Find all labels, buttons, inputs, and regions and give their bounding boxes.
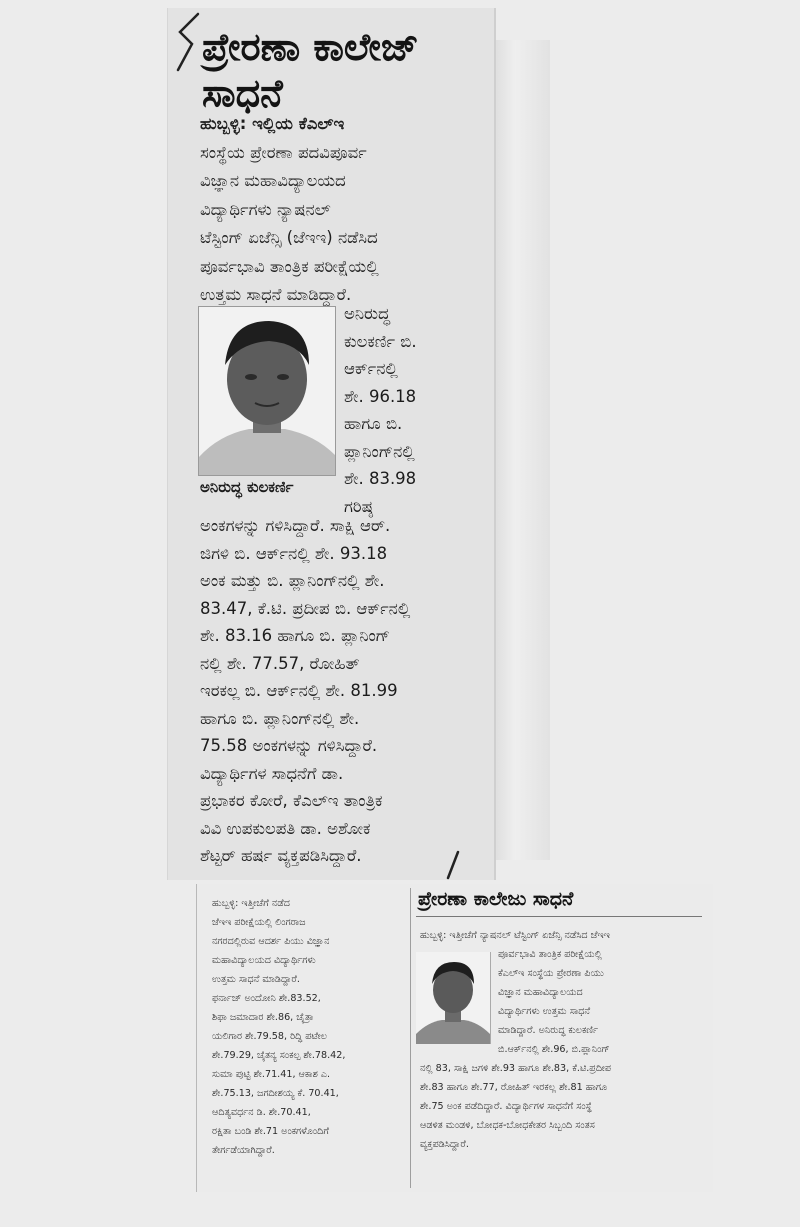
story-line: ನಲ್ಲಿ ಶೇ. 77.57, ರೋಹಿತ್	[200, 653, 360, 673]
story-line: ಕುಲಕರ್ಣಿ ಬಿ.	[344, 331, 417, 351]
headline-bottom: ಪ್ರೇರಣಾ ಕಾಲೇಜು ಸಾಧನೆ	[418, 888, 574, 910]
column-divider	[410, 888, 411, 1188]
story-line: ಹುಬ್ಬಳ್ಳಿ: ಇತ್ತೀಚೆಗೆ ನಡೆದ	[212, 898, 290, 909]
story-line: ಶೆಟ್ಟರ್ ಹರ್ಷ ವ್ಯಕ್ತಪಡಿಸಿದ್ದಾರೆ.	[200, 846, 362, 865]
headline-line: ಪ್ರೇರಣಾ ಕಾಲೇಜ್	[202, 25, 419, 69]
pen-mark-icon	[440, 848, 464, 884]
story-line: ವಿದ್ಯಾರ್ಥಿಗಳು ಉತ್ತಮ ಸಾಧನೆ	[498, 1006, 591, 1017]
story-intro	[200, 110, 460, 310]
story-left-column	[212, 894, 408, 1160]
story-line: ಮಹಾವಿದ್ಯಾಲಯದ ವಿದ್ಯಾರ್ಥಿಗಳು	[212, 955, 316, 966]
story-line: 83.47, ಕೆ.ಟಿ. ಪ್ರದೀಪ ಬಿ. ಆರ್ಕ್‌ನಲ್ಲಿ	[200, 598, 411, 618]
story-line: ಹಾಗೂ ಬಿ.	[344, 414, 403, 433]
story-line: ವಿವಿ ಉಪಕುಲಪತಿ ಡಾ. ಅಶೋಕ	[200, 818, 371, 838]
story-line: ಯಲಿಗಾರ ಶೇ.79.58, ರಿದ್ಧಿ ಪಟೇಲ	[212, 1031, 327, 1042]
story-beside-photo	[344, 300, 474, 520]
story-line: ಹುಬ್ಬಳ್ಳಿ: ಇತ್ತೀಚೆಗೆ ನ್ಯಾಷನಲ್ ಟೆಸ್ಟಿಂಗ್ ಏಜೆನ್ಸಿ ನಡೆಸಿದ ಜೆಇಇ	[420, 930, 610, 941]
story-line: ಹಾಗೂ ಬಿ. ಪ್ಲಾನಿಂಗ್‌ನಲ್ಲಿ ಶೇ.	[200, 708, 360, 728]
story-line: ವ್ಯಕ್ತಪಡಿಸಿದ್ದಾರೆ.	[420, 1139, 469, 1150]
story-line: ಪೂರ್ವಭಾವಿ ತಾಂತ್ರಿಕ ಪರೀಕ್ಷೆಯಲ್ಲಿ	[200, 256, 379, 276]
story-line: ವಿಜ್ಞಾನ ಮಹಾವಿದ್ಯಾಲಯದ	[200, 171, 346, 190]
story-line: ವಿಜ್ಞಾನ ಮಹಾವಿದ್ಯಾಲಯದ	[498, 987, 583, 998]
story-line: ಸಂಸ್ಥೆಯ ಪ್ರೇರಣಾ ಪದವಿಪೂರ್ವ	[200, 142, 367, 162]
story-line: ಅನಿರುದ್ಧ	[344, 304, 391, 323]
story-line: ಪೂರ್ವಭಾವಿ ತಾಂತ್ರಿಕ ಪರೀಕ್ಷೆಯಲ್ಲಿ	[498, 949, 602, 960]
story-lead	[420, 926, 708, 945]
story-line: ಬಿ.ಆರ್ಕ್‌ನಲ್ಲಿ ಶೇ.96, ಬಿ.ಪ್ಲಾನಿಂಗ್	[498, 1044, 610, 1055]
story-line: ಹುಬ್ಬಳ್ಳಿ: ಇಲ್ಲಿಯ ಕೆಎಲ್‌ಇ	[200, 114, 345, 133]
story-line: ಕೆಎಲ್‌ಇ ಸಂಸ್ಥೆಯ ಪ್ರೇರಣಾ ಪಿಯು	[498, 968, 604, 979]
story-line: ತೇರ್ಗಡೆಯಾಗಿದ್ದಾರೆ.	[212, 1145, 275, 1156]
story-line: ವಿದ್ಯಾರ್ಥಿಗಳು ನ್ಯಾಷನಲ್	[200, 199, 331, 219]
story-line: ಮಾಡಿದ್ದಾರೆ. ಅನಿರುದ್ಧ ಕುಲಕರ್ಣಿ	[498, 1025, 599, 1036]
story-line: ಶೇ. 83.98	[344, 469, 417, 488]
story-line: ಜಿಗಳಿ ಬಿ. ಆರ್ಕ್‌ನಲ್ಲಿ ಶೇ. 93.18	[200, 543, 388, 563]
story-line: ಶಿಫಾ ಜಮಾದಾರ ಶೇ.86, ಚೈತ್ರಾ	[212, 1012, 314, 1023]
story-line: ಆಡಳಿತ ಮಂಡಳಿ, ಬೋಧಕ-ಬೋಧಕೇತರ ಸಿಬ್ಬಂದಿ ಸಂತಸ	[420, 1120, 595, 1131]
story-beside-photo	[498, 945, 708, 1040]
headline-line: ಸಾಧನೆ	[202, 71, 283, 115]
story-line: ಉತ್ತಮ ಸಾಧನೆ ಮಾಡಿದ್ದಾರೆ.	[212, 974, 300, 985]
story-line: ಗರಿಷ್ಠ	[344, 496, 373, 516]
story-line: ಜೆಇಇ ಪರೀಕ್ಷೆಯಲ್ಲಿ ಲಿಂಗರಾಜ	[212, 917, 306, 928]
story-line: ಪ್ಲಾನಿಂಗ್‌ನಲ್ಲಿ	[344, 441, 415, 461]
story-line: ಆರ್ಕ್‌ನಲ್ಲಿ	[344, 359, 398, 378]
story-continuation	[420, 1040, 708, 1154]
story-line: ಆದಿತ್ಯವರ್ಧನ ಡಿ. ಶೇ.70.41,	[212, 1107, 311, 1118]
story-line: ಶೇ.75.13, ಜಗದೀಶಯ್ಯ ಕೆ. 70.41,	[212, 1088, 339, 1099]
story-line: ಉತ್ತಮ ಸಾಧನೆ ಮಾಡಿದ್ದಾರೆ.	[200, 285, 352, 304]
story-line: ಶೇ.79.29, ಚೈತನ್ಯ ಸಂಕಲ್ಪ ಶೇ.78.42,	[212, 1050, 346, 1061]
story-line: ಅಂಕ ಮತ್ತು ಬಿ. ಪ್ಲಾನಿಂಗ್‌ನಲ್ಲಿ ಶೇ.	[200, 571, 385, 590]
story-body	[200, 512, 480, 870]
story-line: ಇರಕಲ್ಲ ಬಿ. ಆರ್ಕ್‌ನಲ್ಲಿ ಶೇ. 81.99	[200, 681, 398, 700]
story-line: ನಲ್ಲಿ 83, ಸಾಕ್ಷಿ ಜಗಳಿ ಶೇ.93 ಹಾಗೂ ಶೇ.83, ಕೆ.ಟಿ.ಪ್ರದೀಪ	[420, 1063, 611, 1074]
story-line: ರಕ್ಷಿತಾ ಬಂಡಿ ಶೇ.71 ಅಂಕಗಳೊಂದಿಗೆ	[212, 1126, 329, 1137]
story-line: ಶೇ. 83.16 ಹಾಗೂ ಬಿ. ಪ್ಲಾನಿಂಗ್	[200, 626, 391, 645]
story-line: ಪ್ರಭಾಕರ ಕೋರೆ, ಕೆಎಲ್‌ಇ ತಾಂತ್ರಿಕ	[200, 791, 383, 810]
student-photo-small	[416, 952, 491, 1044]
story-line: ಸುಮಾ ಪುಟ್ಟಿ ಶೇ.71.41, ಆಕಾಶ ಎ.	[212, 1069, 331, 1080]
story-line: ನಗರದಲ್ಲಿರುವ ಆದರ್ಶ ಪಿಯು ವಿಜ್ಞಾನ	[212, 936, 330, 947]
student-photo	[198, 306, 336, 476]
story-line: 75.58 ಅಂಕಗಳನ್ನು ಗಳಿಸಿದ್ದಾರೆ.	[200, 736, 378, 755]
paper-edge	[492, 40, 550, 860]
headline-top	[202, 24, 482, 116]
story-line: ಫರ್ನಾಜ್ ಅಂದೋನಿ ಶೇ.83.52,	[212, 993, 321, 1004]
headline-rule	[416, 916, 702, 917]
story-line: ಶೇ.75 ಅಂಕ ಪಡೆದಿದ್ದಾರೆ. ವಿದ್ಯಾರ್ಥಿಗಳ ಸಾಧನೆಗೆ ಸಂಸ್ಥೆ	[420, 1101, 593, 1112]
story-line: ಶೇ.83 ಹಾಗೂ ಶೇ.77, ರೋಹಿತ್ ಇರಕಲ್ಲ ಶೇ.81 ಹಾಗೂ	[420, 1082, 608, 1093]
story-line: ಅಂಕಗಳನ್ನು ಗಳಿಸಿದ್ದಾರೆ. ಸಾಕ್ಷಿ ಆರ್.	[200, 516, 391, 535]
photo-caption: ಅನಿರುದ್ಧ ಕುಲಕರ್ಣಿ	[200, 478, 294, 496]
story-line: ವಿದ್ಯಾರ್ಥಿಗಳ ಸಾಧನೆಗೆ ಡಾ.	[200, 763, 344, 783]
story-line: ಶೇ. 96.18	[344, 386, 417, 406]
story-line: ಟೆಸ್ಟಿಂಗ್ ಏಜೆನ್ಸಿ (ಜೆಇಇ) ನಡೆಸಿದ	[200, 228, 378, 247]
